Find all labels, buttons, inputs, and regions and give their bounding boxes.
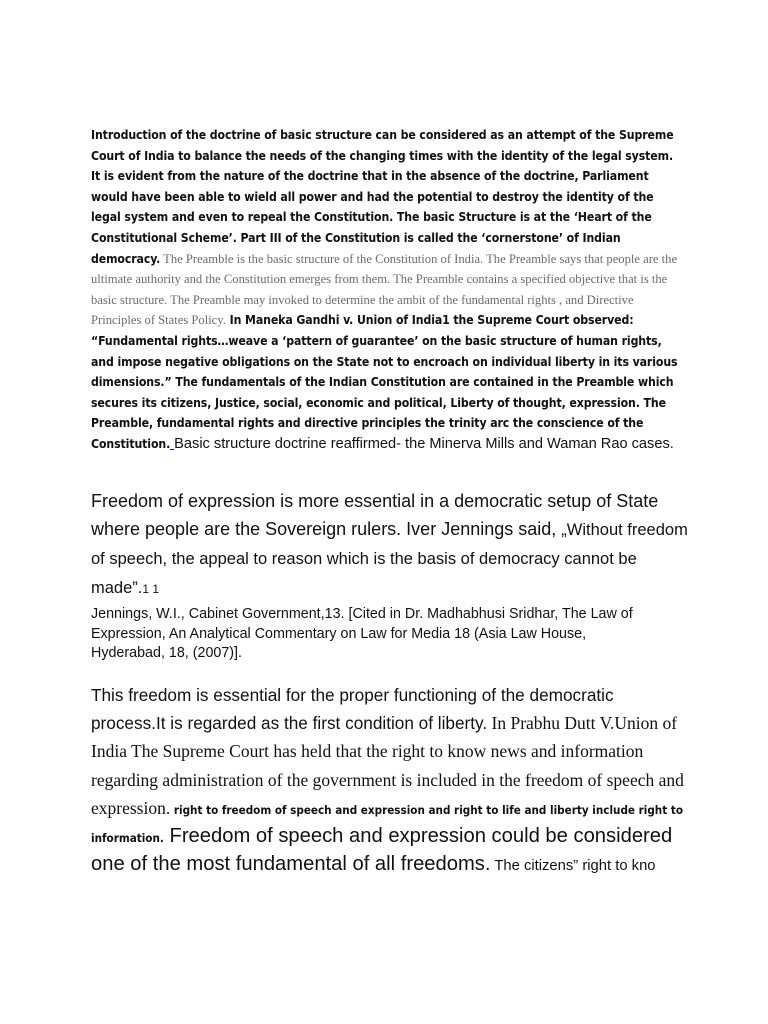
text-run-process: This freedom is essential for the proper functioning of the democratic process.It is regarded as the first condition of liberty. — [91, 685, 614, 734]
paragraph-freedom-expression — [91, 487, 691, 603]
text-run-fundamental: Freedom of speech and expression could be considered one of the most fundamental of all freedoms. — [91, 825, 673, 876]
footnote-ref: 1 1 — [142, 582, 160, 596]
paragraph-basic-structure — [91, 125, 681, 455]
text-run-jennings: Freedom of expression is more essential in a democratic setup of State where people are the Sovereign rulers. Iver Jennings said, — [91, 491, 659, 539]
text-run-minerva: Basic structure doctrine reaffirmed- the Minerva Mills and Waman Rao cases. — [174, 435, 674, 452]
text-run-right-info: right to freedom of speech and expression and right to life and liberty include right to information. — [91, 802, 683, 846]
footnote-text: Jennings, W.I., Cabinet Government,13. [Cited in Dr. Madhabhusi Sridhar, The Law of Expression, An Analytical Commentary on Law for Media 18 (Asia Law House, Hyderabad, 18, (2007)]. — [91, 606, 633, 661]
quote-jennings: „Without freedom of speech, the appeal to reason which is the basis of democracy cannot be made”. — [91, 521, 688, 597]
text-run-citizens: The citizens” right to kno — [490, 858, 656, 875]
text-run-prabhu-dutt: In Prabhu Dutt V.Union of India The Supreme Court has held that the right to know news and information regarding administration of the government is included in the freedom of speech and expression. — [91, 713, 684, 818]
text-run-maneka: In Maneka Gandhi v. Union of India1 the Supreme Court observed: “Fundamental rights…weave a ‘pattern of guarantee’ on the basic structure of human rights, and impose negative obligations on the State not to encroach on individual liberty in its various dimensions.” The fundamentals of the Indian Constitution are contained in the Preamble which secures its citizens, Justice, social, economic and political, Liberty of thought, expression. The Preamble, fundamental rights and directive principles the trinity arc the conscience of the Constitution. — [91, 313, 678, 451]
text-run-preamble: The Preamble is the basic structure of the Constitution of India. The Preamble says that people are the ultimate authority and the Constitution emerges from them. The Preamble contains a specified objective that is the basic structure. The Preamble may invoked to determine the ambit of the fundamental rights , and Directive Principles of States Policy. — [91, 251, 678, 328]
paragraph-democratic-process — [91, 682, 691, 879]
text-run-intro: Introduction of the doctrine of basic structure can be considered as an attempt of the Supreme Court of India to balance the needs of the changing times with the identity of the legal system. It is evident from the nature of the doctrine that in the absence of the doctrine, Parliament would have been able to wield all power and had the potential to destroy the identity of the legal system and even to repeal the Constitution. The basic Structure is at the ‘Heart of the Constitutional Scheme’. Part III of the Constitution is called the ‘cornerstone’ of Indian democracy. — [91, 128, 674, 266]
